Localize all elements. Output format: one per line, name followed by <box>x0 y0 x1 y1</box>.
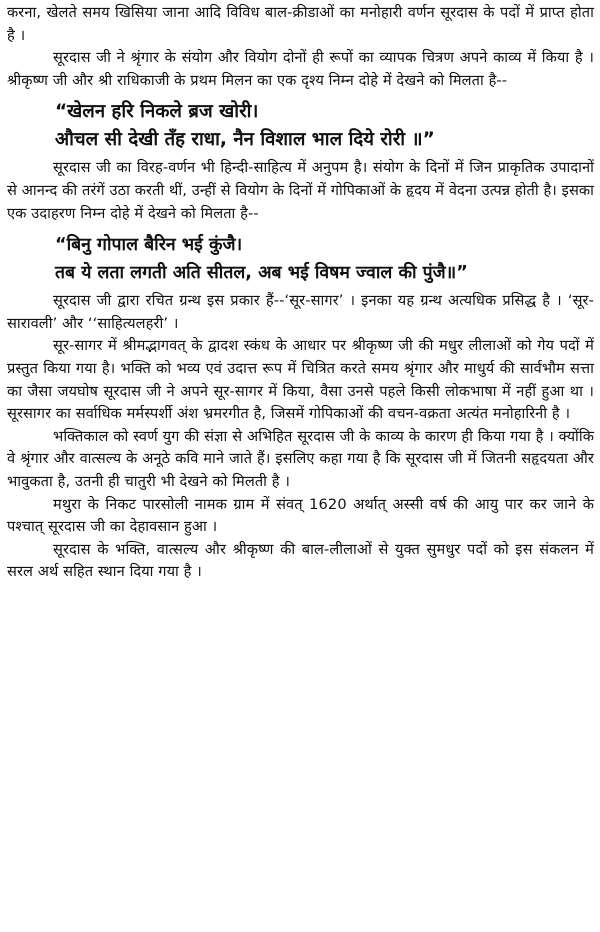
couplet-binu-gopal <box>7 231 594 287</box>
paragraph-sankalan: सूरदास के भक्ति, वात्सल्य और श्रीकृष्ण की बाल-लीलाओं से युक्त सुमधुर पदों को इस संकलन में सरल अर्थ सहित स्थान दिया गया है । <box>7 540 594 581</box>
couplet-khelan-hari <box>7 98 594 154</box>
paragraph-sur-sagar: सूर-सागर में श्रीमद्भागवत् के द्वादश स्कंध के आधार पर श्रीकृष्ण जी की मधुर लीलाओं को गेय पदों में प्रस्तुत किया गया है। भक्ति को भव्य एवं उदात्त रूप में चित्रित करते समय श्रृंगार और माधुर्य की सार्वभौम सत्ता का जैसा जयघोष सूरदास जी ने अपने सूर-सागर में किया, वैसा उनसे पहले किसी लोकभाषा में नहीं हुआ था । सूरसागर का सर्वाधिक मर्मस्पर्शी अंश भ्रमरगीत है, जिसमें गोपिकाओं की वचन-वक्रता अत्यंत मनोहारिनी है । <box>7 337 594 423</box>
paragraph-granth-list: सूरदास जी द्वारा रचित ग्रन्थ इस प्रकार हैं--‘सूर-सागर’ । इनका यह ग्रन्थ अत्यधिक प्रसिद्ध है । ‘सूर-सारावली’ और ‘‘साहित्यलहरी’ । <box>7 292 594 332</box>
paragraph-viraha-varnan: सूरदास जी का विरह-वर्णन भी हिन्दी-साहित्य में अनुपम है। संयोग के दिनों में जिन प्राकृतिक उपादानों से आनन्द की तरंगें उठा करती थीं, उन्हीं से वियोग के दिनों में गोपिकाओं के हृदय में वेदना उत्पन्न होती है। इसका एक उदाहरण निम्न दोहे में देखने को मिलता है-- <box>7 159 594 222</box>
couplet-line: तब ये लता लगती अति सीतल, अब भई विषम ज्वाल की पुंजै॥” <box>55 263 468 284</box>
paragraph-baal-leela-continuation: करना, खेलते समय खिसिया जाना आदि विविध बाल-क्रीडाओं का मनोहारी वर्णन सूरदास के पदों में प्राप्त होता है । <box>7 4 594 44</box>
paragraph-dehavasan: मथुरा के निकट पारसोली नामक ग्राम में संवत् 1620 अर्थात् अस्सी वर्ष की आयु पार कर जाने के पश्चात् सूरदास जी का देहावसान हुआ । <box>7 495 594 536</box>
paragraph-shringar: सूरदास जी ने श्रृंगार के संयोग और वियोग दोनों ही रूपों का व्यापक चित्रण अपने काव्य में किया है । श्रीकृष्ण जी और श्री राधिकाजी के प्रथम मिलन का एक दृश्य निम्न दोहे में देखने को मिलता है-- <box>7 49 594 89</box>
couplet-line: औचल सी देखी तँह राधा, नैन विशाल भाल दिये रोरी ॥” <box>55 129 435 151</box>
couplet-line: “खेलन हरि निकले ब्रज खोरी। <box>55 101 259 123</box>
couplet-line: “बिनु गोपाल बैरिन भई कुंजै। <box>55 235 243 256</box>
paragraph-bhaktikaal: भक्तिकाल को स्वर्ण युग की संज्ञा से अभिहित सूरदास जी के काव्य के कारण ही किया गया है । क्योंकि वे श्रृंगार और वात्सल्य के अनूठे कवि माने जाते हैं। इसलिए कहा गया है कि सूरदास जी में जितनी सहृदयता और भावुकता है, उतनी ही चातुरी भी देखने को मिलती है । <box>7 427 594 490</box>
